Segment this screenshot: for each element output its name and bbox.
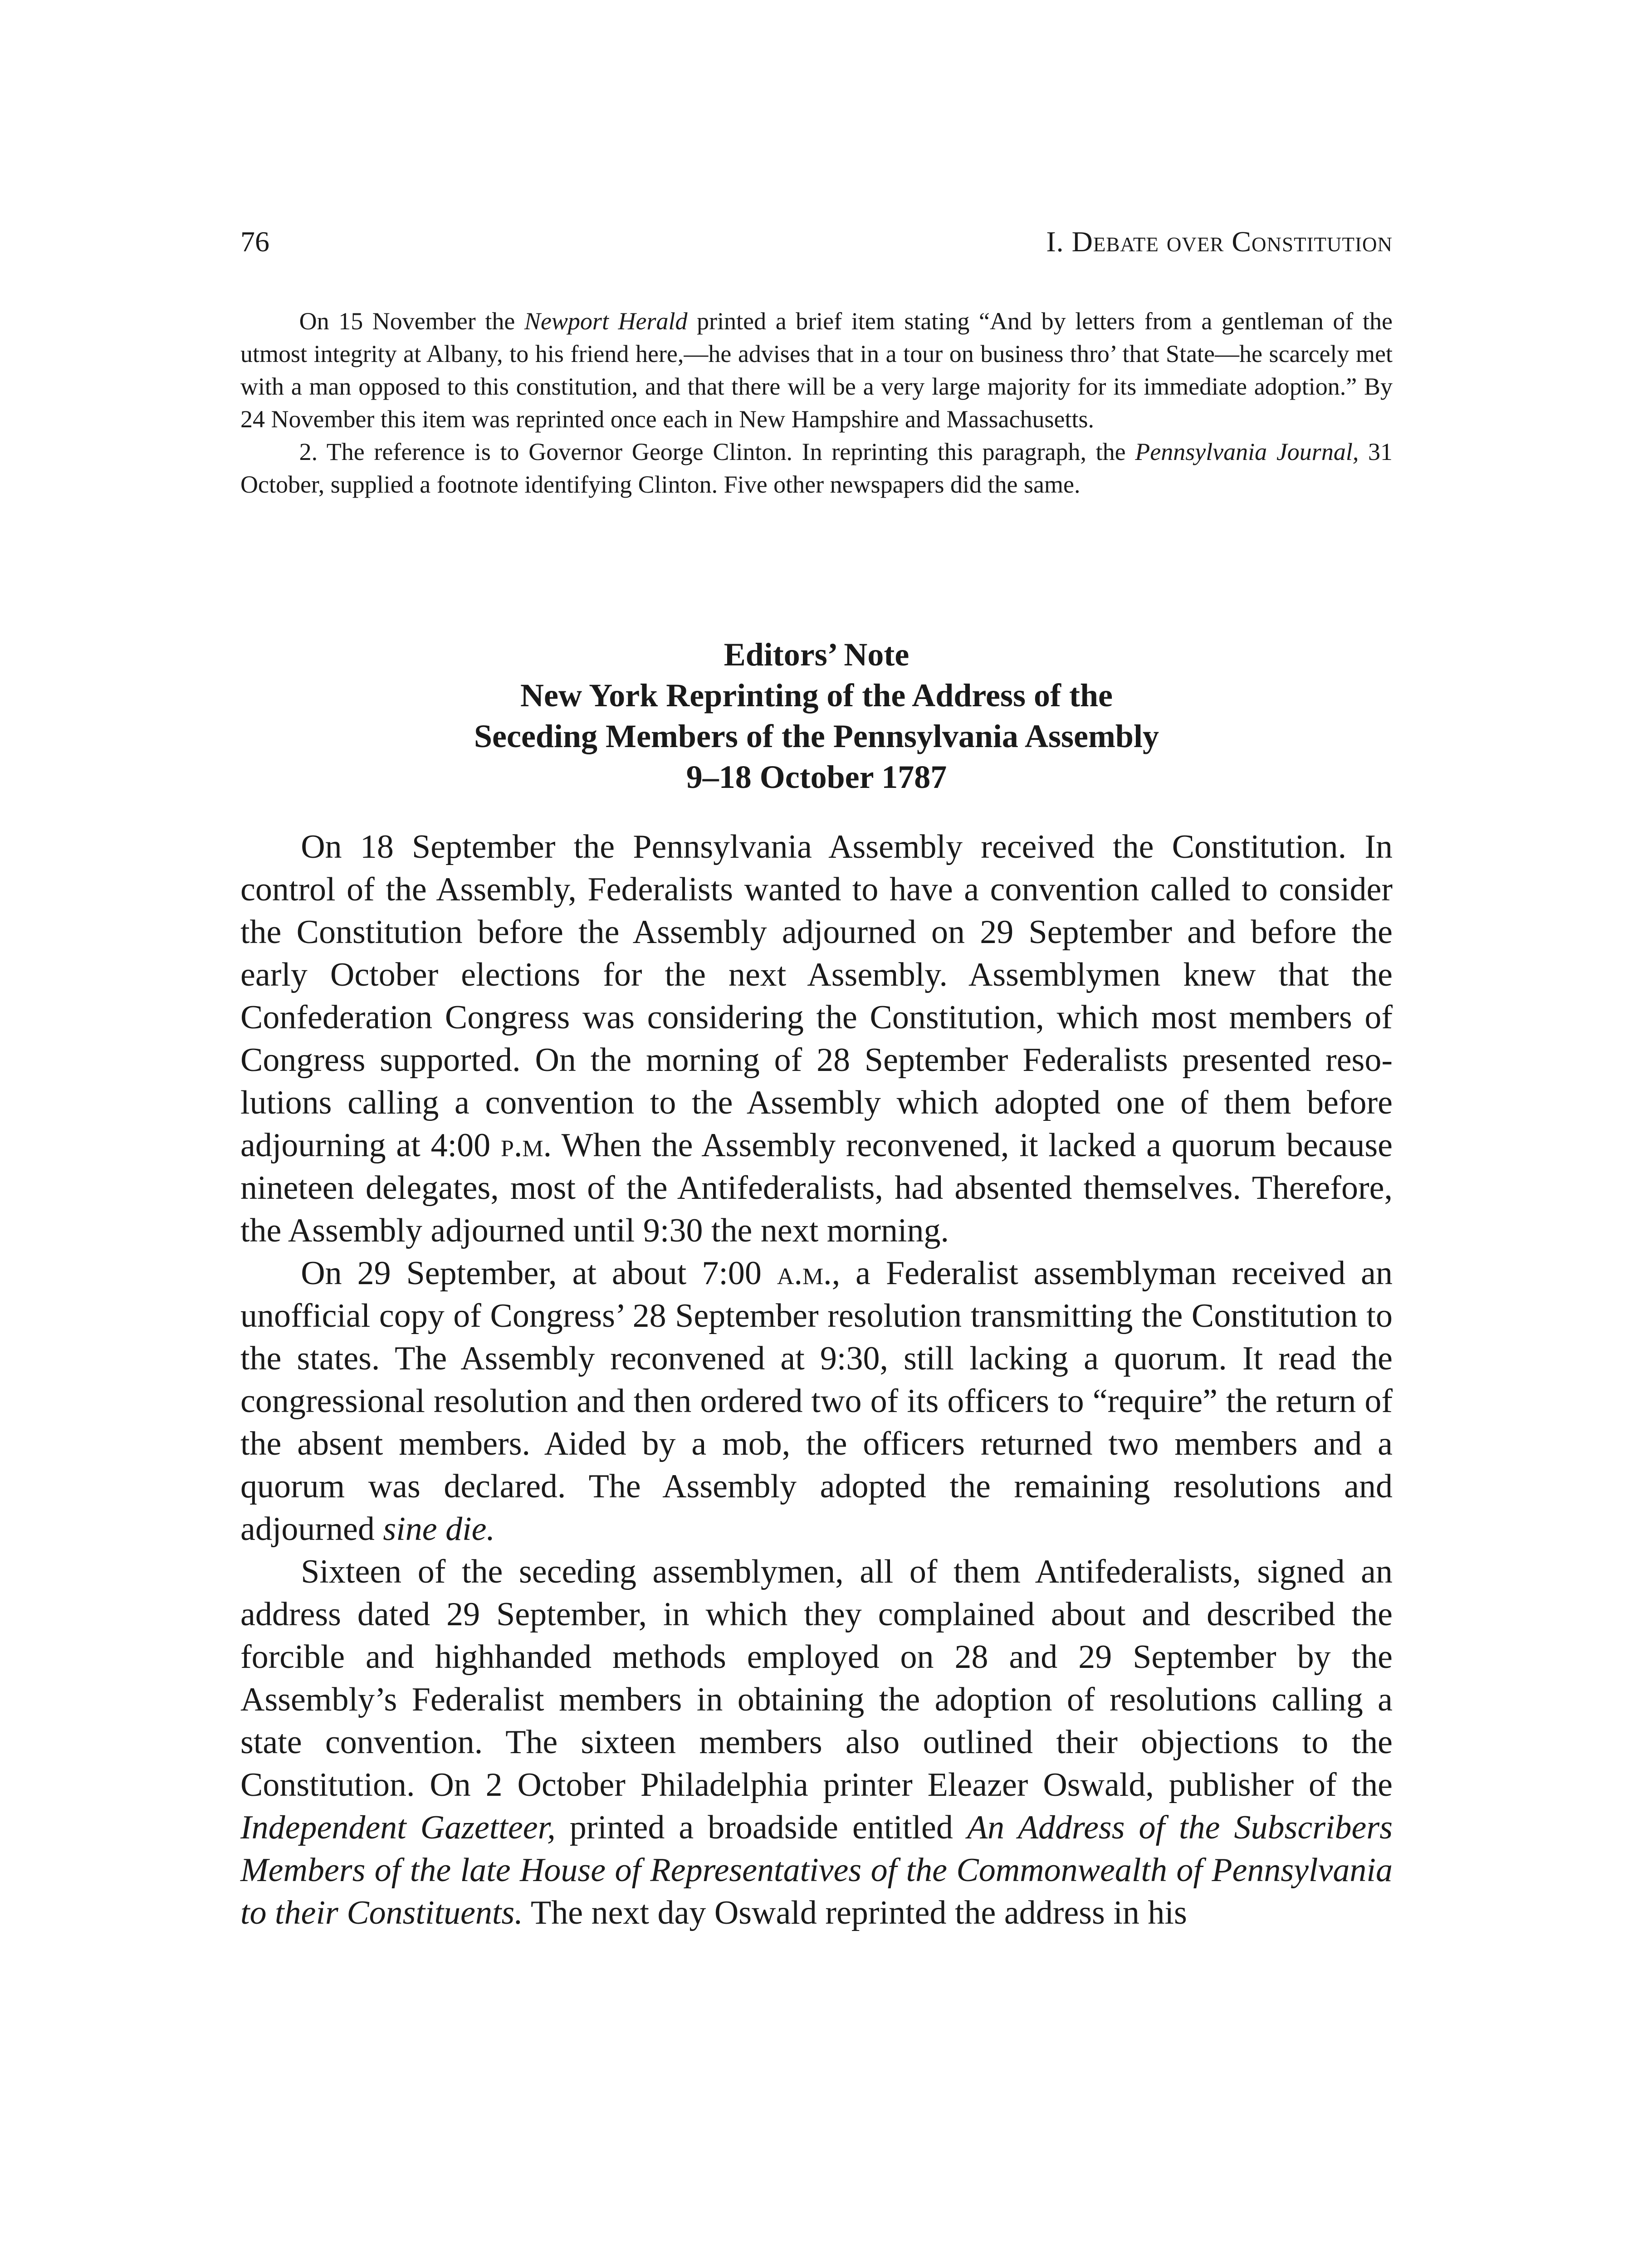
note-1	[240, 305, 1393, 435]
paragraph-2-text-a: On 29 September, at about 7:00	[301, 1255, 777, 1292]
note-2	[240, 435, 1393, 501]
note-1-newspaper: Newport Herald	[524, 308, 688, 335]
note-2-text-a: 2. The reference is to Governor George Clinton. In reprinting this paragraph, the	[299, 438, 1135, 465]
heading-line-4: 9–18 October 1787	[686, 759, 947, 795]
section-title: I. Debate over Constitution	[1046, 225, 1393, 258]
paragraph-3	[240, 1550, 1393, 1934]
heading-line-1: Editors’ Note	[724, 636, 909, 673]
paragraph-2	[240, 1252, 1393, 1550]
body-text	[240, 826, 1393, 1934]
paragraph-3-text-a: Sixteen of the seceding assemblymen, all of them Antifederalists, signed an address dated 29 September, in which they complained about and described the forcible and highhanded methods employed on 28 and 29 September by the Assembly’s Federalist members in obtaining the adoption of resolutions calling a state convention. The sixteen members also outlined their objections to the Constitution. On 2 October Philadelphia printer Eleazer Oswald, publisher of the	[240, 1553, 1393, 1804]
broadside-title: An Address of the Subscribers Members of the late House of Representatives of the Commonwealth of Pennsylvania to their Constituents.	[240, 1809, 1393, 1931]
paragraph-1-text-b: When the Assembly reconvened, it lacked a quorum because nineteen delegates, most of the Antifederalists, had absented themselves. Therefore, the Assembly adjourned until 9:30 the next morning.	[240, 1127, 1393, 1249]
note-2-newspaper: Pennsylvania Journal,	[1135, 438, 1359, 465]
note-1-text-a: On 15 November the	[299, 308, 524, 335]
sine-die: sine die.	[383, 1510, 495, 1548]
note-1-text-c: printed a brief item stating “And by letters from a gentleman of the utmost integrity at Albany, to his friend here,—he advises that in a tour on business thro’ that State—he scarcely met with a man opposed to this constitution, and that there will be a very large majority for its immediate adoption.” By 24 November this item was reprinted once each in New Hampshire and Massachusetts.	[240, 308, 1393, 433]
paragraph-2-text-b: , a Federalist assemblyman received an unofficial copy of Congress’ 28 September resolution transmitting the Constitution to the states. The Assembly reconvened at 9:30, still lacking a quorum. It read the congressional resolution and then ordered two of its officers to “require” the return of the absent members. Aided by a mob, the officers returned two members and a quorum was declared. The Assembly adopted the remaining resolutions and adjourned	[240, 1255, 1393, 1548]
editors-note-heading	[240, 634, 1393, 797]
paragraph-1-text-a: On 18 September the Pennsylvania Assembly received the Constitution. In control of the Assembly, Federalists wanted to have a convention called to consider the Constitution before the Assembly adjourned on 29 September and before the early October elections for the next Assembly. Assemblymen knew that the Confederation Congress was considering the Constitution, which most members of Congress supported. On the morning of 28 September Federalists presented resolutions calling a convention to the Assembly which adopted one of them before adjourning at 4:00	[240, 828, 1393, 1164]
paragraph-3-text-c: printed a broadside entitled	[555, 1809, 967, 1846]
pm-abbrev: p.m.	[500, 1127, 552, 1164]
running-head	[240, 221, 1393, 262]
paragraph-1	[240, 826, 1393, 1252]
heading-line-3: Seceding Members of the Pennsylvania Assembly	[474, 718, 1159, 754]
document-page	[240, 0, 1393, 2268]
independent-gazetteer: Independent Gazetteer,	[240, 1809, 556, 1846]
note-2-text-c: 31 October, supplied a footnote identifying Clinton. Five other newspapers did the same.	[240, 438, 1393, 498]
page-number: 76	[240, 225, 269, 258]
heading-line-2: New York Reprinting of the Address of the	[520, 677, 1113, 714]
footnotes	[240, 305, 1393, 501]
paragraph-3-text-e: The next day Oswald reprinted the address in his	[523, 1894, 1187, 1931]
am-abbrev: a.m.	[777, 1255, 832, 1292]
